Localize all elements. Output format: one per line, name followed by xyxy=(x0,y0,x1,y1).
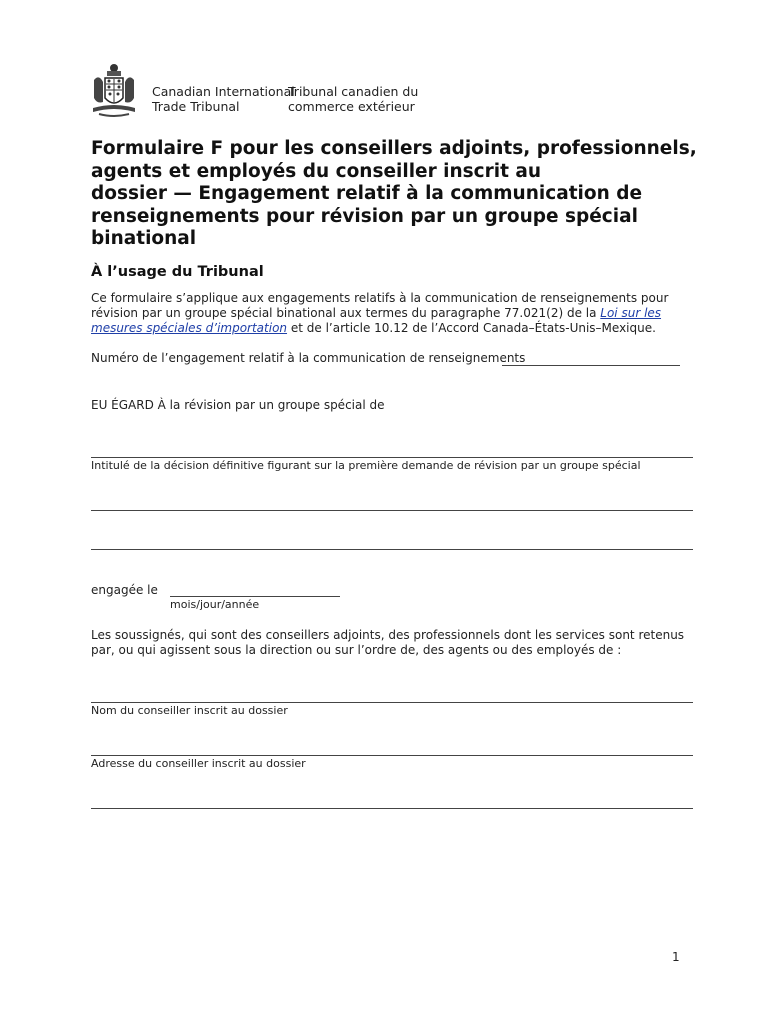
title-line5: binational xyxy=(91,228,197,249)
org-name-en-line1: Canadian International xyxy=(152,84,295,99)
counsel-address-field[interactable] xyxy=(91,755,693,756)
intro-paragraph xyxy=(91,291,691,336)
title-line1: Formulaire F pour les conseillers adjoints, professionnels, xyxy=(91,138,697,159)
org-name-fr xyxy=(288,84,418,114)
org-name-en-line2: Trade Tribunal xyxy=(152,99,240,114)
act-link[interactable]: Loi sur les mesures spéciales d’importation xyxy=(91,306,662,335)
coat-of-arms-icon xyxy=(89,62,139,120)
decision-title-line-3[interactable] xyxy=(91,549,693,550)
title-line4: renseignements pour révision par un groupe spécial xyxy=(91,205,638,227)
date-format-hint: mois/jour/année xyxy=(170,598,260,611)
counsel-address-line-2[interactable] xyxy=(91,808,693,809)
decision-title-label: Intitulé de la décision définitive figurant sur la première demande de révision par un groupe spécial xyxy=(91,459,641,472)
engaged-label: engagée le xyxy=(91,583,158,597)
intro-text-after: et de l’article 10.12 de l’Accord Canada–États-Unis–Mexique. xyxy=(287,321,656,335)
org-name-en xyxy=(152,84,295,114)
counsel-address-label: Adresse du conseiller inscrit au dossier xyxy=(91,757,306,770)
decision-title-line-2[interactable] xyxy=(91,510,693,511)
org-name-fr-line1: Tribunal canadien du xyxy=(288,84,419,99)
engaged-date-field[interactable] xyxy=(170,596,340,597)
undertaking-number-field[interactable] xyxy=(502,365,680,366)
title-line2: agents et employés du conseiller inscrit au xyxy=(91,160,542,182)
section-heading: À l’usage du Tribunal xyxy=(91,264,264,280)
regard-label: EU ÉGARD À la révision par un groupe spécial de xyxy=(91,398,385,412)
counsel-name-field[interactable] xyxy=(91,702,693,703)
page-number: 1 xyxy=(672,950,680,964)
counsel-name-label: Nom du conseiller inscrit au dossier xyxy=(91,704,288,717)
intro-text-before: Ce formulaire s’applique aux engagements relatifs à la communication de renseignements pour révision par un groupe spécial binational aux termes du paragraphe 77.021(2) de la xyxy=(91,291,669,320)
title-line3: dossier — Engagement relatif à la communication de xyxy=(91,183,642,204)
page-title xyxy=(91,138,701,251)
org-name-fr-line2: commerce extérieur xyxy=(288,99,415,114)
undertaking-number-label: Numéro de l’engagement relatif à la communication de renseignements xyxy=(91,351,526,365)
undersigned-paragraph: Les soussignés, qui sont des conseillers adjoints, des professionnels dont les services sont retenus par, ou qui agissent sous la direction ou sur l’ordre de, des agents ou des employés de : xyxy=(91,628,685,657)
decision-title-field[interactable] xyxy=(91,457,693,458)
